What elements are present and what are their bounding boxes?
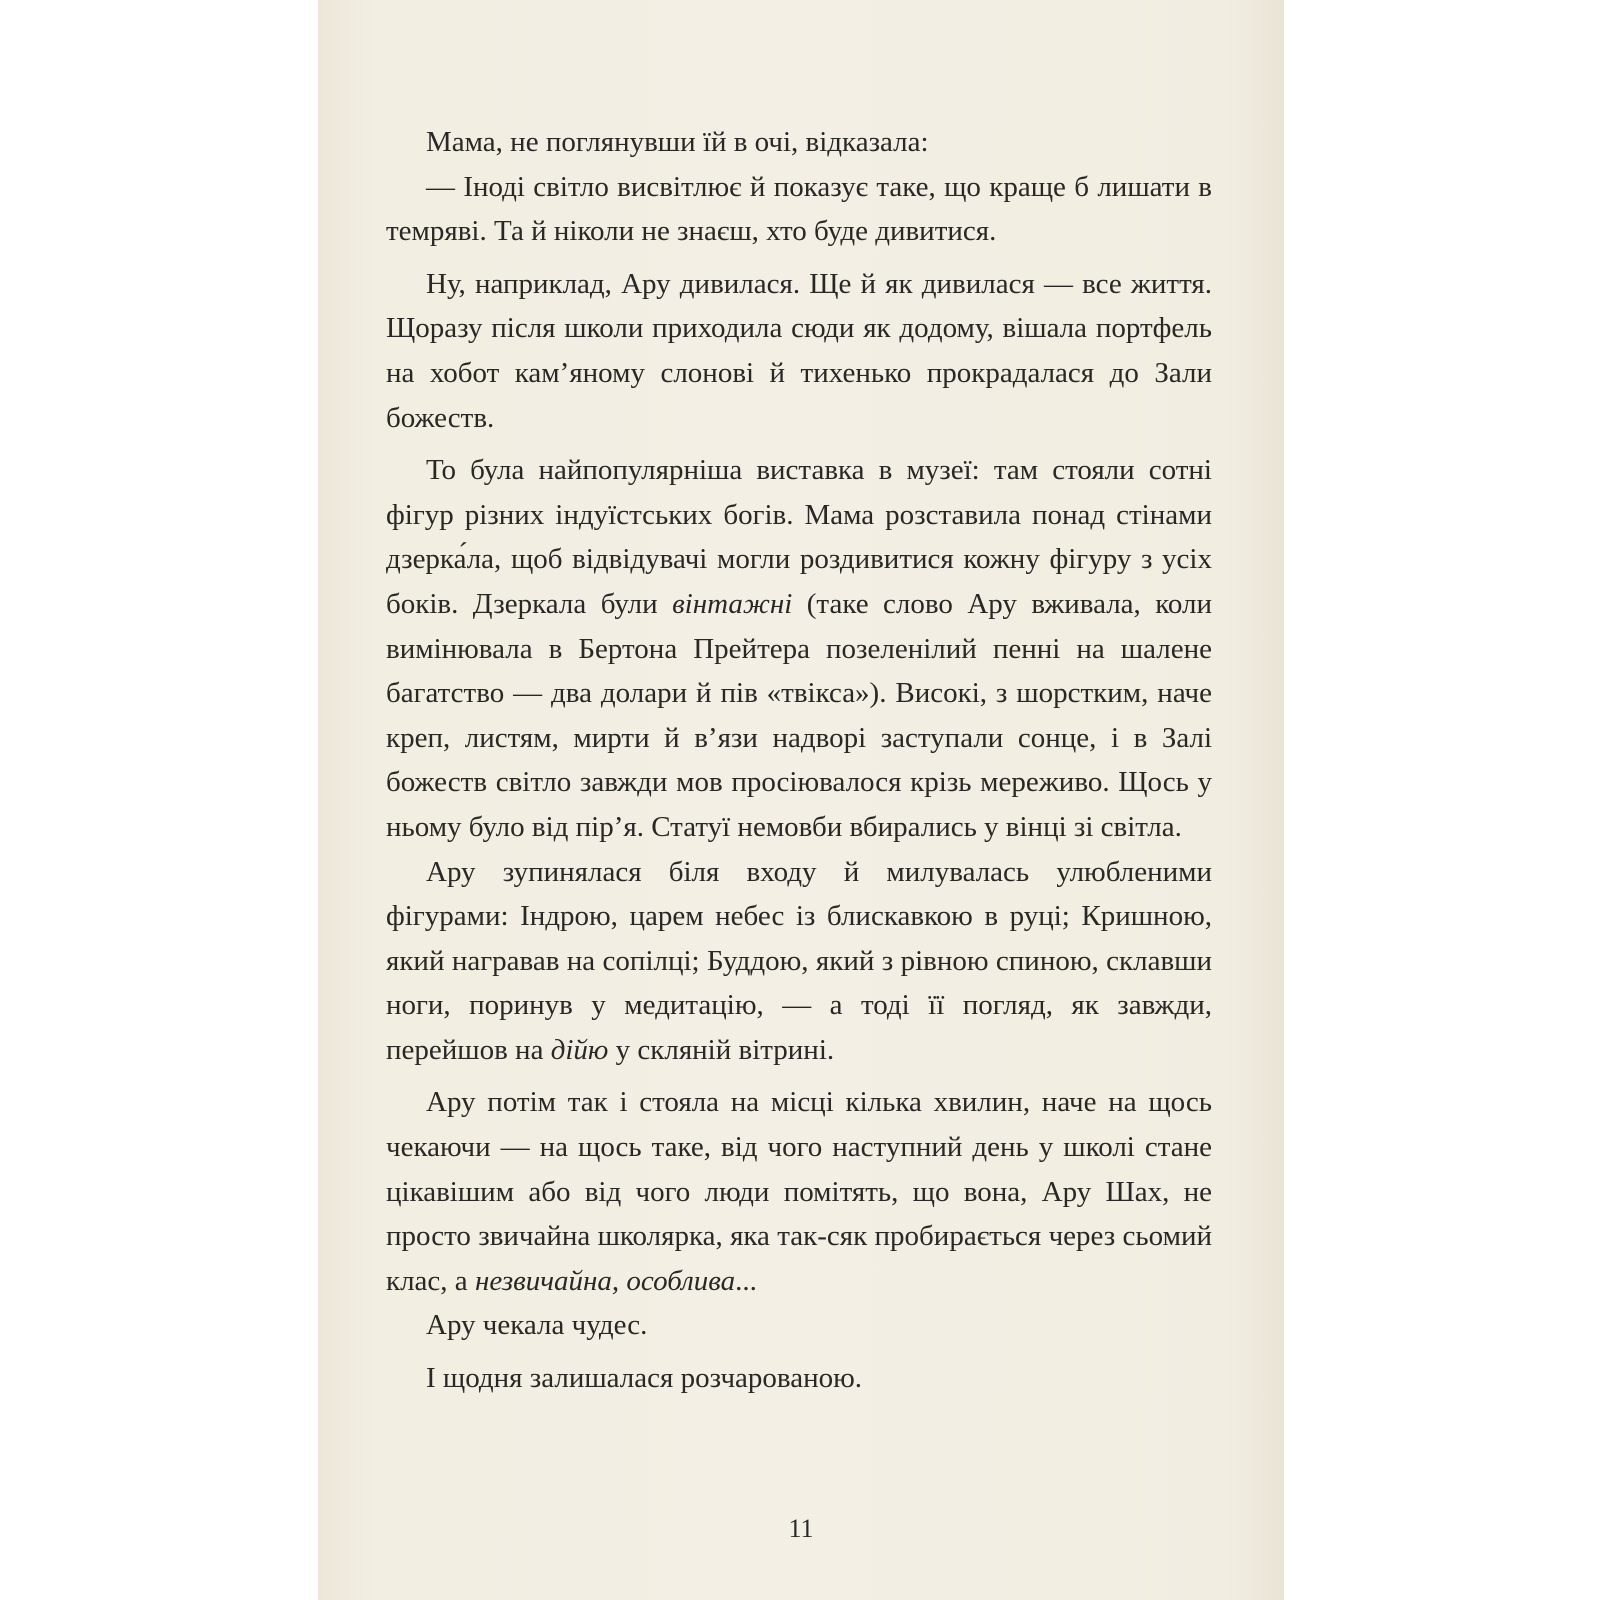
paragraph [386, 165, 1212, 254]
paragraph [386, 1080, 1212, 1303]
paragraph-text: Ару зупинялася біля входу й милувалась улюбленими фігурами: Індрою, царем небес із блискавкою в руці; Кришною, який награвав на сопілці; Буддою, який з рівною спиною, склавши ноги, поринув у медитацію, — а тоді її погляд, як завжди, перейшов на [386, 855, 1212, 1066]
paragraph [386, 120, 1212, 165]
paragraph [386, 1303, 1212, 1348]
paragraph-text: ... [735, 1264, 757, 1297]
page-number: 11 [788, 1514, 814, 1543]
paragraph [386, 850, 1212, 1073]
italic-word: вінтажні [672, 587, 793, 620]
paragraph-text: (таке слово Ару вживала, коли вимінювала в Бертона Прейтера позеленілий пенні на шалене багатство — два долари й пів «твікса»). Високі, з шорстким, наче креп, листям, мирти й в’язи надворі заступали сонце, і в Залі божеств світло завжди мов просіювалося крізь мереживо. Щось у ньому було від пір’я. Статуї немовби вбирались у вінці зі світла. [386, 587, 1212, 843]
italic-word: дійю [550, 1033, 609, 1066]
paragraph-text: Ару чекала чудес. [426, 1309, 648, 1342]
paragraph [386, 1356, 1212, 1401]
paragraph-text: То була найпопулярніша виставка в музеї: там стояли сотні фігур різних індуїстських богів. Мама розставила понад стінами дзерка́ла, щоб відвідувачі могли роздивитися кожну фігуру з усіх боків. Дзеркала були [386, 454, 1212, 620]
paragraph-text: Ару потім так і стояла на місці кілька хвилин, наче на щось чекаючи — на щось таке, від чого наступний день у школі стане цікавішим або від чого люди помітять, що вона, Ару Шах, не просто звичайна школярка, яка так-сяк пробирається через сьомий клас, а [386, 1086, 1212, 1297]
paragraph [386, 448, 1212, 849]
italic-phrase: незвичайна, особлива [474, 1264, 736, 1297]
paragraph-text: Мама, не поглянувши їй в очі, відказала: [426, 126, 929, 158]
paragraph-text: — Іноді світло висвітлює й показує таке, що краще б лишати в темряві. Та й ніколи не знаєш, хто буде дивитися. [386, 170, 1212, 248]
book-page [318, 0, 1284, 1600]
page-body-text [386, 120, 1212, 1401]
paragraph [386, 262, 1212, 440]
paragraph-text: у скляній вітрині. [608, 1033, 835, 1066]
paragraph-text: Ну, наприклад, Ару дивилася. Ще й як дивилася — все життя. Щоразу після школи приходила сюди як додому, вішала портфель на хобот кам’яному слонові й тихенько прокрадалася до Зали божеств. [386, 267, 1212, 434]
paragraph-text: І щодня залишалася розчарованою. [426, 1362, 863, 1395]
